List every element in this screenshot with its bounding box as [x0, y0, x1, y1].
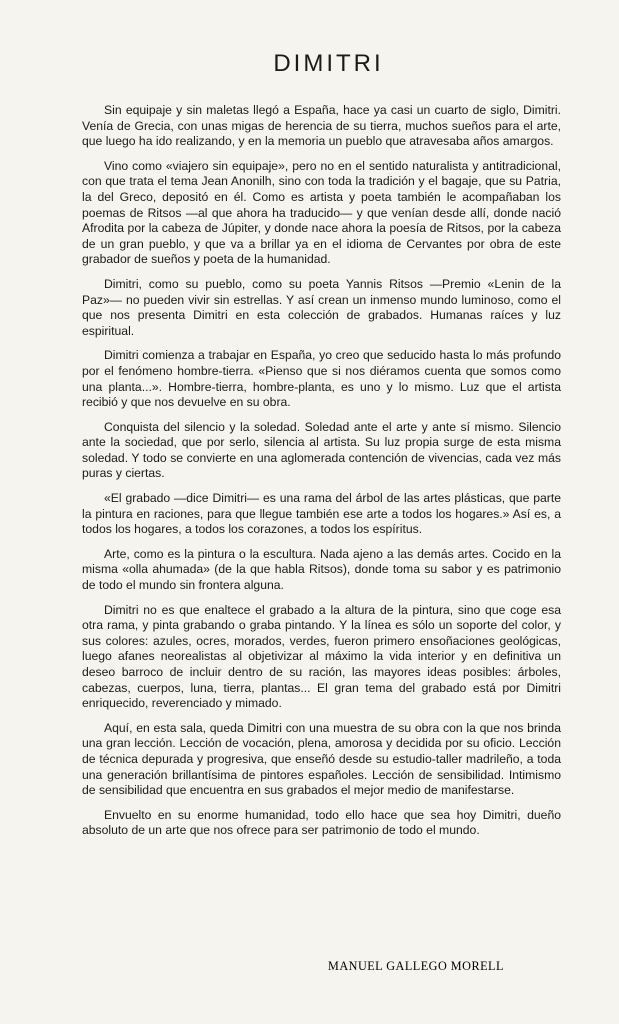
page-title: DIMITRI — [273, 50, 384, 77]
paragraph-6: «El grabado —dice Dimitri— es una rama del árbol de las artes plásticas, que parte la pintura en raciones, para que llegue también ese arte a todos los hogares.» Así es, a todos los hogares, a todos los corazones, a todos los espíritus. — [82, 491, 561, 537]
paragraph-4: Dimitri comienza a trabajar en España, yo creo que seducido hasta lo más profundo por el fenómeno hombre-tierra. «Pienso que si nos diéramos cuenta que somos como una planta...». Hombre-tierra, hombre-planta, es uno y lo mismo. Luz que el artista recibió y que nos devuelve en su obra. — [82, 348, 561, 410]
author-signature: MANUEL GALLEGO MORELL — [328, 959, 504, 973]
paragraph-1: Sin equipaje y sin maletas llegó a España, hace ya casi un cuarto de siglo, Dimitri. Venía de Grecia, con unas migas de herencia de su tierra, muchos sueños para el arte, que luego ha ido realizando, y en la memoria un pueblo que atravesaba años amargos. — [82, 103, 561, 149]
paragraph-2: Vino como «viajero sin equipaje», pero no en el sentido naturalista y antitradicional, con que trata el tema Jean Anonilh, sino con toda la tradición y el bagaje, que su Patria, la del Greco, depositó en él. Como es artista y poeta también le acompañaban los poemas de Ritsos —al que ahora ha traducido— y que venían desde allí, donde nació Afrodita por la cabeza de Júpiter, y donde nace ahora la poesía de Ritsos, por la cabeza de un gran pueblo, y que va a brillar ya en el idioma de Cervantes por obra de este grabador de sueños y poeta de la humanidad. — [82, 158, 561, 267]
paragraph-5: Conquista del silencio y la soledad. Soledad ante el arte y ante sí mismo. Silencio ante la sociedad, que por serlo, silencia al artista. Su luz propia surge de esta misma soledad. Y todo se convierte en una aglomerada contención de vivencias, cada vez más puras y ciertas. — [82, 419, 561, 481]
paragraph-8: Dimitri no es que enaltece el grabado a la altura de la pintura, sino que coge esa otra rama, y pinta grabando o graba pintando. Y la línea es sólo un soporte del color, y sus colores: azules, ocres, morados, verdes, fueron primero ensoñaciones geológicas, luego afanes neorealistas al objetivizar al máximo la vida interior y en definitiva un deseo barroco de incluir dentro de su ración, las mayores ideas posibles: árboles, cabezas, cuerpos, luna, tierra, plantas... El gran tema del grabado está por Dimitri enriquecido, reverenciado y mimado. — [82, 602, 561, 711]
paragraph-9: Aquí, en esta sala, queda Dimitri con una muestra de su obra con la que nos brinda una gran lección. Lección de vocación, plena, amorosa y decidida por su oficio. Lección de técnica depurada y progresiva, que enseñó desde su estudio-taller madrileño, a toda una generación brillantísima de pintores españoles. Lección de sensibilidad. Intimismo de sensibilidad que encuentra en sus grabados el mejor medio de manifestarse. — [82, 720, 561, 798]
paragraph-10: Envuelto en su enorme humanidad, todo ello hace que sea hoy Dimitri, dueño absoluto de un arte que nos ofrece para ser patrimonio de todo el mundo. — [82, 807, 561, 838]
paragraph-7: Arte, como es la pintura o la escultura. Nada ajeno a las demás artes. Cocido en la misma «olla ahumada» (de la que habla Ritsos), donde toma su sabor y es patrimonio de todo el mundo sin frontera alguna. — [82, 546, 561, 593]
paragraph-3: Dimitri, como su pueblo, como su poeta Yannis Ritsos —Premio «Lenin de la Paz»— no pueden vivir sin estrellas. Y así crean un inmenso mundo luminoso, como el que nos presenta Dimitri en esta colección de grabados. Humanas raíces y luz espiritual. — [82, 276, 561, 338]
